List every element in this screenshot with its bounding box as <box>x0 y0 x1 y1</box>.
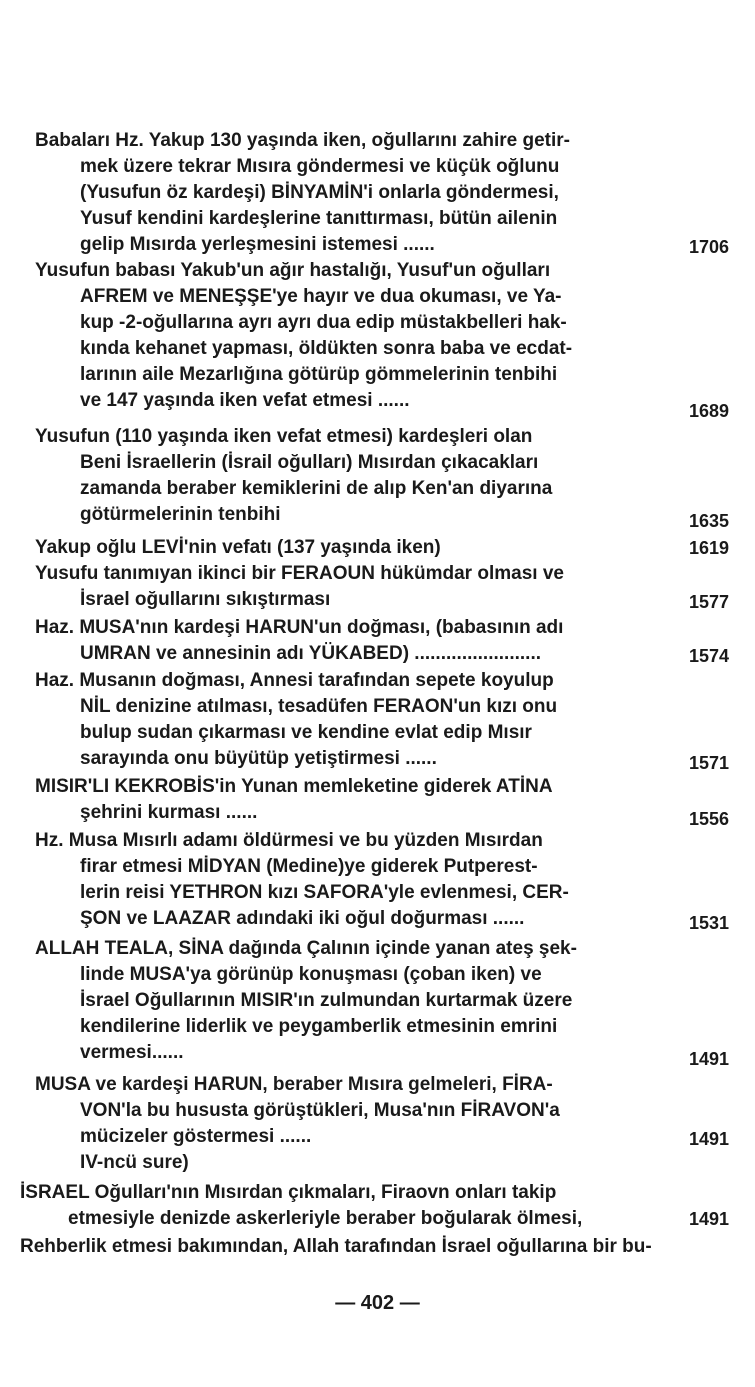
entry-line: kında kehanet yapması, öldükten sonra baba ve ecdat- <box>80 338 573 359</box>
entry-year: 1531 <box>688 913 729 933</box>
entry-line: bulup sudan çıkarması ve kendine evlat edip Mısır <box>80 722 532 743</box>
entry-line: Haz. MUSA'nın kardeşi HARUN'un doğması, (babasının adı <box>35 617 564 638</box>
entry-line: Babaları Hz. Yakup 130 yaşında iken, oğullarını zahire getir- <box>35 130 571 151</box>
entry-line: lerin reisi YETHRON kızı SAFORA'yle evlenmesi, CER- <box>80 882 569 903</box>
entry-line: etmesiyle denizde askerleriyle beraber boğularak ölmesi, <box>68 1208 583 1229</box>
entry-line: linde MUSA'ya görünüp konuşması (çoban iken) ve <box>80 964 542 985</box>
entry-line: İsrael oğullarını sıkıştırması <box>80 589 331 610</box>
entry-line: VON'la bu hususta görüştükleri, Musa'nın FİRAVON'a <box>80 1100 560 1121</box>
entry-line: MUSA ve kardeşi HARUN, beraber Mısıra gelmeleri, FİRA- <box>35 1074 553 1095</box>
entry-line: Rehberlik etmesi bakımından, Allah tarafından İsrael oğullarına bir bu- <box>20 1236 652 1257</box>
entry-line: vermesi...... <box>80 1042 184 1063</box>
entry-line: (Yusufun öz kardeşi) BİNYAMİN'i onlarla göndermesi, <box>80 182 559 203</box>
entry-line: İSRAEL Oğulları'nın Mısırdan çıkmaları, Firaovn onları takip <box>20 1182 557 1203</box>
entry-line: kendilerine liderlik ve peygamberlik etmesinin emrini <box>80 1016 558 1037</box>
entry-line: mek üzere tekrar Mısıra göndermesi ve küçük oğlunu <box>80 156 560 177</box>
entry-year: 1619 <box>688 538 729 558</box>
entry-line: larının aile Mezarlığına götürüp gömmelerinin tenbihi <box>80 364 558 385</box>
entry-line: kup -2-oğullarına ayrı ayrı dua edip müstakbelleri hak- <box>80 312 567 333</box>
entry-year: 1556 <box>688 809 729 829</box>
entry-line: Yusufun (110 yaşında iken vefat etmesi) kardeşleri olan <box>35 426 533 447</box>
entry-line: UMRAN ve annesinin adı YÜKABED) ........................ <box>80 643 542 664</box>
entry-year: 1491 <box>688 1049 729 1069</box>
entry-line: götürmelerinin tenbihi <box>80 504 281 525</box>
entry-year: 1491 <box>688 1129 729 1149</box>
entry-line: firar etmesi MİDYAN (Medine)ye giderek Putperest- <box>80 856 538 877</box>
entry-line: ve 147 yaşında iken vefat etmesi ...... <box>80 390 410 411</box>
entry-year: 1571 <box>688 753 729 773</box>
entry-year: 1577 <box>688 592 729 612</box>
entry-year: 1574 <box>688 646 729 666</box>
page-number: — 402 — <box>335 1292 420 1314</box>
entry-line: ALLAH TEALA, SİNA dağında Çalının içinde yanan ateş şek- <box>35 938 577 959</box>
entry-line: Yusufun babası Yakub'un ağır hastalığı, Yusuf'un oğulları <box>35 260 551 281</box>
entry-year: 1706 <box>688 237 729 257</box>
entry-line: şehrini kurması ...... <box>80 802 258 823</box>
entry-line: sarayında onu büyütüp yetiştirmesi ...... <box>80 748 437 769</box>
entry-line: AFREM ve MENEŞŞE'ye hayır ve dua okuması, ve Ya- <box>80 286 562 307</box>
entry-line: NİL denizine atılması, tesadüfen FERAON'un kızı onu <box>80 696 558 717</box>
entry-year: 1635 <box>688 511 729 531</box>
entry-line: Yusuf kendini kardeşlerine tanıttırması, bütün ailenin <box>80 208 558 229</box>
entry-line: Yakup oğlu LEVİ'nin vefatı (137 yaşında iken) <box>35 537 441 558</box>
entry-line: ŞON ve LAAZAR adındaki iki oğul doğurması ...... <box>80 908 525 929</box>
entry-line: IV-ncü sure) <box>80 1152 189 1173</box>
entry-year: 1491 <box>688 1209 729 1229</box>
entry-year: 1689 <box>688 401 729 421</box>
entry-line: MISIR'LI KEKROBİS'in Yunan memleketine giderek ATİNA <box>35 776 553 797</box>
entry-line: Hz. Musa Mısırlı adamı öldürmesi ve bu yüzden Mısırdan <box>35 830 543 851</box>
entry-line: İsrael Oğullarının MISIR'ın zulmundan kurtarmak üzere <box>80 990 573 1011</box>
entry-line: mücizeler göstermesi ...... <box>80 1126 312 1147</box>
entry-line: Haz. Musanın doğması, Annesi tarafından sepete koyulup <box>35 670 554 691</box>
entry-line: Beni İsraellerin (İsrail oğulları) Mısırdan çıkacakları <box>80 452 539 473</box>
entry-line: zamanda beraber kemiklerini de alıp Ken'an diyarına <box>80 478 553 499</box>
entry-line: Yusufu tanımıyan ikinci bir FERAOUN hükümdar olması ve <box>35 563 564 584</box>
entry-line: gelip Mısırda yerleşmesini istemesi ...... <box>80 234 435 255</box>
